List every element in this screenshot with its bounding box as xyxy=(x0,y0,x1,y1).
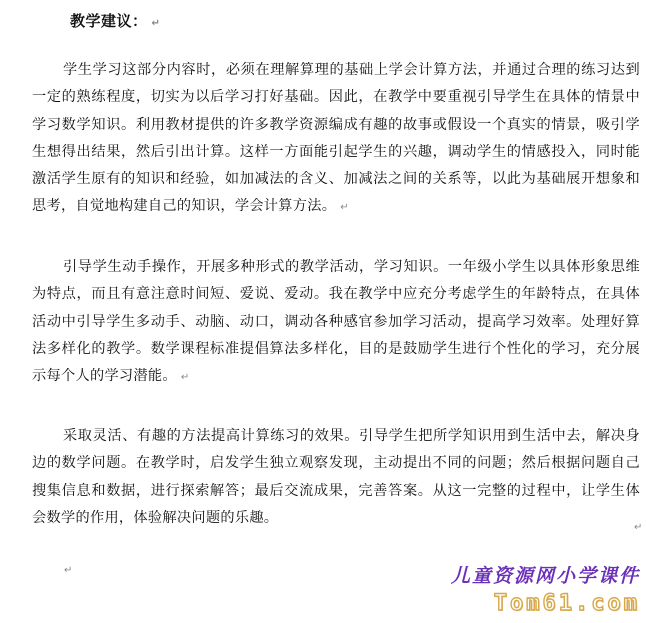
site-watermark xyxy=(372,561,640,619)
heading-text: 教学建议： xyxy=(70,12,148,30)
paragraph-mark-icon: ↵ xyxy=(340,202,349,214)
watermark-title: 儿童资源网小学课件 xyxy=(450,565,640,587)
paragraph-2 xyxy=(32,254,640,391)
document-heading xyxy=(70,10,160,31)
paragraph-text: 学生学习这部分内容时，必须在理解算理的基础上学会计算方法，并通过合理的练习达到一定的熟练程度，切实为以后学习打好基础。因此，在教学中要重视引导学生在具体的情景中学习数学知识。利用教材提供的许多教学资源编成有趣的故事或假设一个真实的情景，吸引学生想得出结果，然后引出计算。这样一方面能引起学生的兴趣，调动学生的情感投入，同时能激活学生原有的知识和经验，如加减法的含义、加减法之间的关系等，以此为基础展开想象和思考，自觉地构建自己的知识，学会计算方法。 xyxy=(32,62,640,215)
watermark-logo: Tom61.com xyxy=(493,591,640,616)
paragraph-mark-icon: ↵ xyxy=(180,372,190,384)
paragraph-text: 采取灵活、有趣的方法提高计算练习的效果。引导学生把所学知识用到生活中去，解决身边的数学问题。在教学时，启发学生独立观察发现，主动提出不同的问题；然后根据问题自己搜集信息和数据，进行探索解答；最后交流成果，完善答案。从这一完整的过程中，让学生体会数学的作用，体验解决问题的乐趣。 xyxy=(32,428,640,526)
paragraph-1 xyxy=(32,57,640,222)
paragraph-3 xyxy=(32,423,643,533)
paragraph-text: 引导学生动手操作，开展多种形式的教学活动，学习知识。一年级小学生以具体形象思维为特点，而且有意注意时间短、爱说、爱动。我在教学中应充分考虑学生的年龄特点，在具体活动中引导学生多动手、动脑、动口，调动各种感官参加学习活动，提高学习效率。处理好算法多样化的教学。数学课程标准提倡算法多样化，目的是鼓励学生进行个性化的学习，充分展示每个人的学习潜能。 xyxy=(32,259,640,385)
empty-paragraph-mark-icon: ↵ xyxy=(64,565,73,576)
paragraph-mark-icon: ↵ xyxy=(634,522,643,533)
paragraph-mark-icon: ↵ xyxy=(151,18,161,29)
